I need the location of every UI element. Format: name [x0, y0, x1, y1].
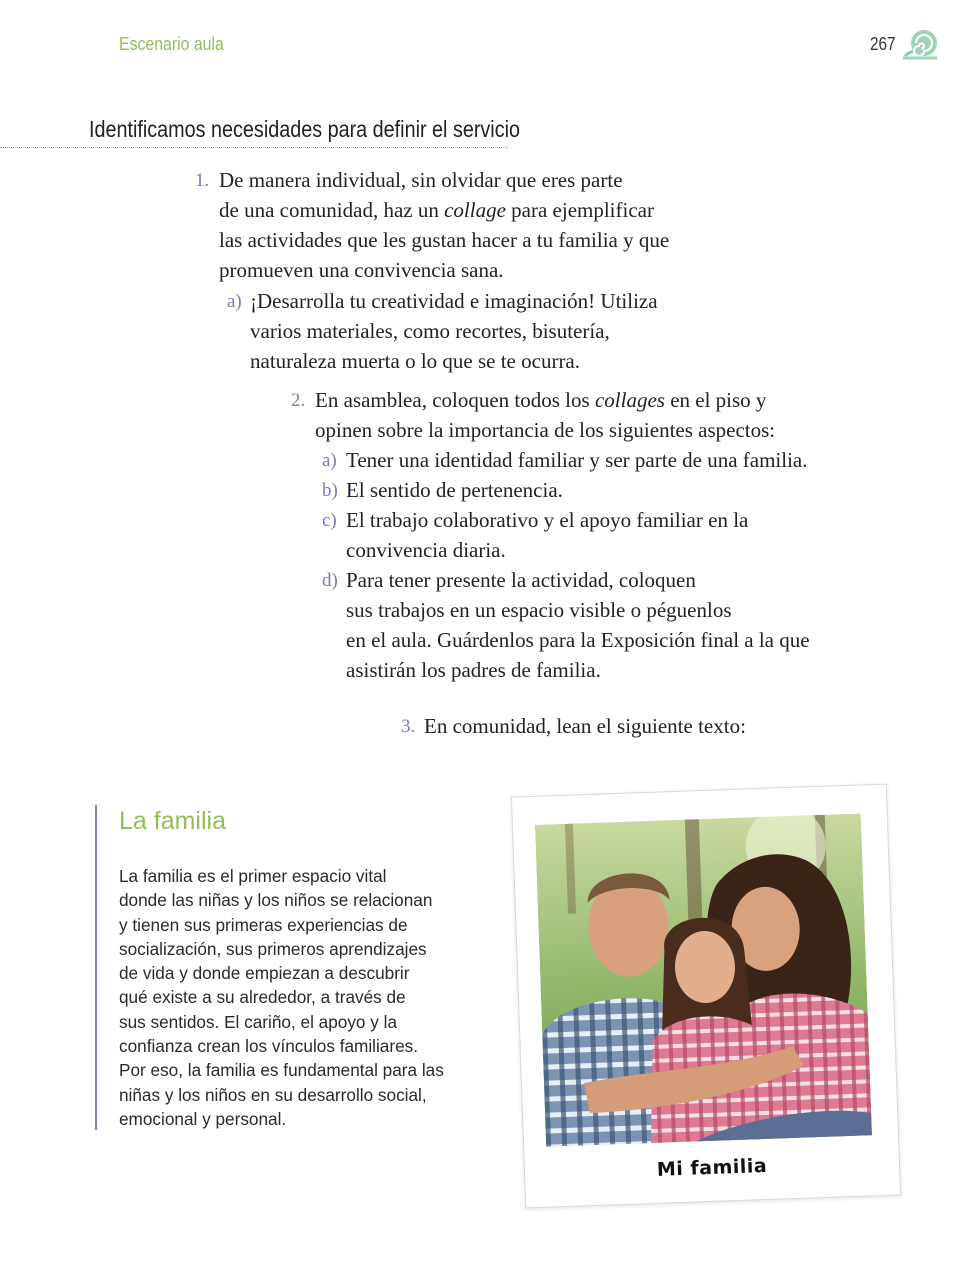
- reading-line: socialización, sus primeros aprendizajes: [119, 938, 427, 959]
- reading-line: emocional y personal.: [119, 1108, 287, 1129]
- reading-line: niñas y los niños en su desarrollo social,: [119, 1084, 427, 1105]
- reading-box-text: [119, 864, 479, 1131]
- item-2b-letter: b): [322, 480, 338, 501]
- item-2d-text: [346, 565, 810, 685]
- reading-line: Por eso, la familia es fundamental para las: [119, 1060, 444, 1081]
- item-2c-text: [346, 505, 748, 565]
- photo-caption: Mi familia: [656, 1154, 768, 1181]
- reading-line: de vida y donde empiezan a descubrir: [119, 963, 410, 984]
- item-1-line: De manera individual, sin olvidar que eres parte: [219, 168, 623, 192]
- reading-box-title: La familia: [119, 807, 226, 835]
- item-2b-text: El sentido de pertenencia.: [346, 478, 563, 502]
- snail-icon: [903, 28, 939, 60]
- item-2-line: En asamblea, coloquen todos los collages en el piso y: [315, 388, 767, 412]
- item-1-number: 1.: [195, 170, 210, 191]
- polaroid-frame: [511, 784, 901, 1209]
- reading-line: donde las niñas y los niños se relacionan: [119, 890, 433, 911]
- item-2-text: [315, 385, 775, 445]
- reading-line: confianza crean los vínculos familiares.: [119, 1036, 419, 1057]
- collages-term: collages: [594, 388, 665, 412]
- item-1a-line: varios materiales, como recortes, bisutería,: [250, 319, 610, 343]
- item-1-line: de una comunidad, haz un collage para ejemplificar: [219, 198, 654, 222]
- page-number: 267: [870, 34, 896, 54]
- item-2d-line: sus trabajos en un espacio visible o péguenlos: [346, 598, 732, 622]
- reading-line: La familia es el primer espacio vital: [119, 866, 387, 886]
- item-2c-letter: c): [322, 510, 337, 531]
- item-2d-line: Para tener presente la actividad, coloquen: [346, 568, 696, 592]
- reading-line: y tienen sus primeras experiencias de: [119, 914, 408, 935]
- item-3-text: En comunidad, lean el siguiente texto:: [424, 714, 746, 738]
- item-3-number: 3.: [401, 716, 416, 737]
- item-1-line: promueven una convivencia sana.: [219, 258, 504, 282]
- item-2d-line: asistirán los padres de familia.: [346, 658, 601, 682]
- item-1a-text: [250, 286, 658, 376]
- running-header: Escenario aula: [119, 34, 224, 54]
- item-1-text: [219, 165, 669, 285]
- reading-line: sus sentidos. El cariño, el apoyo y la: [119, 1011, 398, 1032]
- family-photo: [535, 813, 872, 1146]
- section-divider: [0, 147, 508, 148]
- item-1-line: las actividades que les gustan hacer a tu familia y que: [219, 228, 670, 252]
- collage-term: collage: [444, 198, 506, 222]
- item-2a-text: Tener una identidad familiar y ser parte de una familia.: [346, 448, 808, 472]
- item-2c-line: El trabajo colaborativo y el apoyo familiar en la: [346, 508, 749, 532]
- item-2d-line: en el aula. Guárdenlos para la Exposición final a la que: [346, 628, 810, 652]
- reading-line: qué existe a su alrededor, a través de: [119, 987, 406, 1008]
- item-1a-line: ¡Desarrolla tu creatividad e imaginación! Utiliza: [250, 289, 658, 313]
- section-title: Identificamos necesidades para definir el servicio: [89, 116, 520, 142]
- item-2c-line: convivencia diaria.: [346, 538, 506, 562]
- item-2d-letter: d): [322, 570, 338, 591]
- item-2a-letter: a): [322, 450, 337, 471]
- item-1a-letter: a): [227, 291, 242, 312]
- reading-box-rule: [95, 805, 97, 1130]
- item-2-number: 2.: [291, 390, 306, 411]
- item-2-line: opinen sobre la importancia de los siguientes aspectos:: [315, 418, 776, 442]
- item-1a-line: naturaleza muerta o lo que se te ocurra.: [250, 349, 581, 373]
